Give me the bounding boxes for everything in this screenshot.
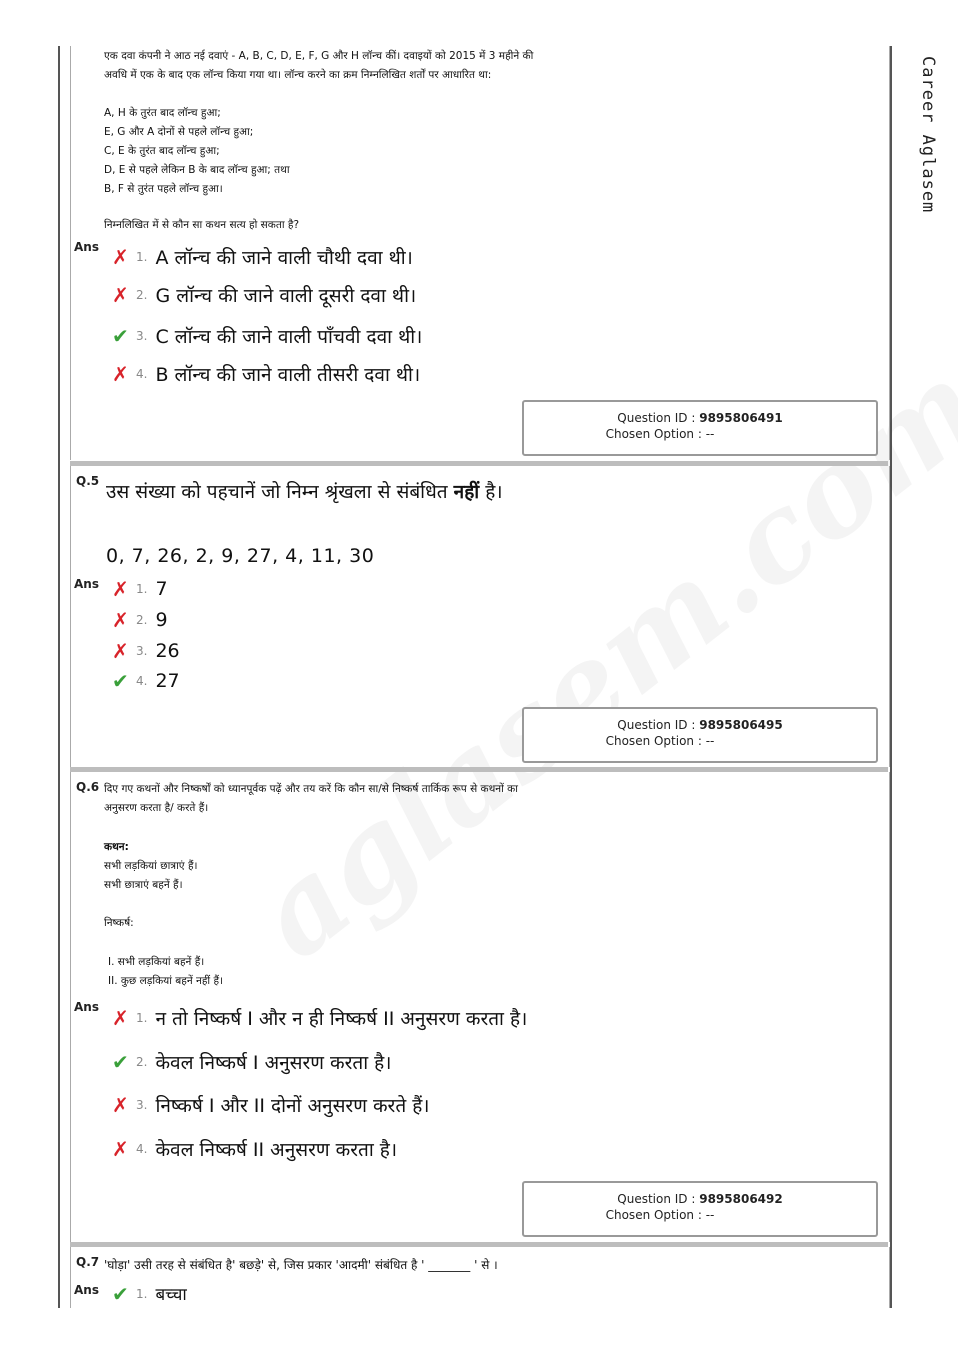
option-2[interactable] — [112, 1049, 391, 1075]
cross-icon: ✗ — [112, 362, 129, 386]
chosen-option: -- — [705, 734, 715, 748]
question-number: Q.6 — [76, 780, 100, 794]
cross-icon: ✗ — [112, 577, 129, 601]
passage-line: अवधि में एक के बाद एक लॉन्च किया गया था। लॉन्च करने का क्रम निम्नलिखित शर्तों पर आधारित था: — [104, 69, 492, 81]
option-3[interactable] — [112, 1092, 430, 1118]
option-3[interactable] — [112, 323, 422, 349]
option-1[interactable] — [112, 578, 168, 600]
cross-icon: ✗ — [112, 1006, 129, 1030]
option-number: 2. — [136, 1055, 148, 1069]
cross-icon: ✗ — [112, 608, 129, 632]
question-text — [106, 478, 503, 504]
question-text-part: उस संख्या को पहचानें जो निम्न श्रृंखला से संबंधित — [106, 481, 454, 503]
option-number: 1. — [136, 250, 148, 264]
q6-conclusions — [108, 953, 668, 991]
chosen-option-label: Chosen Option : — [605, 734, 706, 748]
passage-line: एक दवा कंपनी ने आठ नई दवाएं - A, B, C, D, E, F, G और H लॉन्च कीं। दवाइयों को 2015 में 3 महीने की — [104, 50, 534, 62]
statement-line: सभी लड़कियां छात्राएं हैं। — [104, 860, 198, 872]
ans-label: Ans — [74, 577, 99, 591]
condition-line: A, H के तुरंत बाद लॉन्च हुआ; — [104, 107, 221, 119]
option-text: बच्चा — [155, 1285, 187, 1305]
checkmark-icon: ✔ — [112, 1281, 129, 1306]
option-text: A लॉन्च की जाने वाली चौथी दवा थी। — [155, 247, 413, 269]
ans-label: Ans — [74, 240, 99, 254]
option-text: C लॉन्च की जाने वाली पाँचवी दवा थी। — [155, 326, 423, 348]
question-number: Q.5 — [76, 474, 100, 488]
checkmark-icon: ✔ — [112, 669, 129, 693]
option-text: 9 — [155, 609, 168, 631]
option-text: 26 — [155, 640, 180, 662]
condition-line: C, E के तुरंत बाद लॉन्च हुआ; — [104, 145, 220, 157]
conclusion-line: I. सभी लड़कियां बहनें हैं। — [108, 956, 205, 968]
question-info-box — [522, 707, 878, 763]
option-text: B लॉन्च की जाने वाली तीसरी दवा थी। — [155, 364, 421, 386]
option-text: 27 — [155, 670, 180, 692]
option-4[interactable] — [112, 361, 420, 387]
option-2[interactable] — [112, 609, 168, 631]
question-id-label: Question ID : — [617, 718, 700, 732]
cross-icon: ✗ — [112, 1093, 129, 1117]
question-text: 'घोड़ा' उसी तरह से संबंधित है' बछड़े' से, जिस प्रकार 'आदमी' संबंधित है ' _______ ' से । — [104, 1258, 498, 1272]
cross-icon: ✗ — [112, 283, 129, 307]
cross-icon: ✗ — [112, 1137, 129, 1161]
q6-statements — [104, 838, 664, 895]
conclusion-line: II. कुछ लड़कियां बहनें नहीं हैं। — [108, 975, 224, 987]
option-1[interactable] — [112, 244, 413, 270]
option-text: 7 — [155, 578, 168, 600]
option-text: केवल निष्कर्ष I अनुसरण करता है। — [155, 1052, 392, 1074]
question-id: 9895806492 — [699, 1192, 783, 1206]
condition-line: D, E से पहले लेकिन B के बाद लॉन्च हुआ; तथा — [104, 164, 290, 176]
side-label: Career Aglasem — [918, 56, 938, 214]
option-3[interactable] — [112, 640, 180, 662]
option-number: 1. — [136, 1011, 148, 1025]
chosen-option: -- — [705, 1208, 715, 1222]
chosen-option-label: Chosen Option : — [605, 427, 706, 441]
condition-line: B, F से तुरंत पहले लॉन्च हुआ। — [104, 183, 223, 195]
option-text: निष्कर्ष I और II दोनों अनुसरण करते हैं। — [155, 1095, 430, 1117]
option-number: 4. — [136, 1142, 148, 1156]
chosen-option: -- — [705, 427, 715, 441]
option-2[interactable] — [112, 282, 416, 308]
cross-icon: ✗ — [112, 245, 129, 269]
question-id-label: Question ID : — [617, 1192, 700, 1206]
question-info-box — [522, 1181, 878, 1237]
cross-icon: ✗ — [112, 639, 129, 663]
option-number: 3. — [136, 329, 148, 343]
statement-line: सभी छात्राएं बहनें हैं। — [104, 879, 183, 891]
question-number: Q.7 — [76, 1255, 100, 1269]
q6-conclusions-heading: निष्कर्ष: — [104, 917, 134, 929]
option-1[interactable] — [112, 1282, 187, 1305]
checkmark-icon: ✔ — [112, 324, 129, 348]
intro-line: दिए गए कथनों और निष्कर्षों को ध्यानपूर्वक पढ़ें और तय करें कि कौन सा/से निष्कर्ष तार्किक रूप से कथनों का — [104, 783, 518, 795]
option-number: 2. — [136, 613, 148, 627]
option-number: 3. — [136, 1098, 148, 1112]
question-id: 9895806491 — [699, 411, 783, 425]
option-number: 4. — [136, 367, 148, 381]
option-number: 3. — [136, 644, 148, 658]
option-number: 4. — [136, 674, 148, 688]
intro-line: अनुसरण करता है/ करते हैं। — [104, 802, 209, 814]
option-text: केवल निष्कर्ष II अनुसरण करता है। — [155, 1139, 398, 1161]
q4-passage — [104, 47, 664, 85]
question-info-box — [522, 400, 878, 456]
question-id: 9895806495 — [699, 718, 783, 732]
q4-conditions — [104, 104, 664, 199]
checkmark-icon: ✔ — [112, 1050, 129, 1074]
statements-heading: कथन: — [104, 841, 129, 853]
option-number: 1. — [136, 582, 148, 596]
number-series: 0, 7, 26, 2, 9, 27, 4, 11, 30 — [106, 545, 375, 567]
option-number: 2. — [136, 288, 148, 302]
chosen-option-label: Chosen Option : — [605, 1208, 706, 1222]
condition-line: E, G और A दोनों से पहले लॉन्च हुआ; — [104, 126, 254, 138]
question-emphasis: नहीं — [453, 481, 480, 503]
option-number: 1. — [136, 1286, 148, 1301]
option-4[interactable] — [112, 1136, 397, 1162]
option-4[interactable] — [112, 670, 180, 692]
ans-label: Ans — [74, 1283, 99, 1297]
option-text: न तो निष्कर्ष I और न ही निष्कर्ष II अनुसरण करता है। — [155, 1008, 528, 1030]
q6-intro — [104, 780, 664, 818]
option-1[interactable] — [112, 1005, 527, 1031]
ans-label: Ans — [74, 1000, 99, 1014]
q4-question: निम्नलिखित में से कौन सा कथन सत्य हो सकता है? — [104, 219, 300, 231]
question-text-part: है। — [479, 481, 503, 503]
question-id-label: Question ID : — [617, 411, 700, 425]
option-text: G लॉन्च की जाने वाली दूसरी दवा थी। — [155, 285, 417, 307]
